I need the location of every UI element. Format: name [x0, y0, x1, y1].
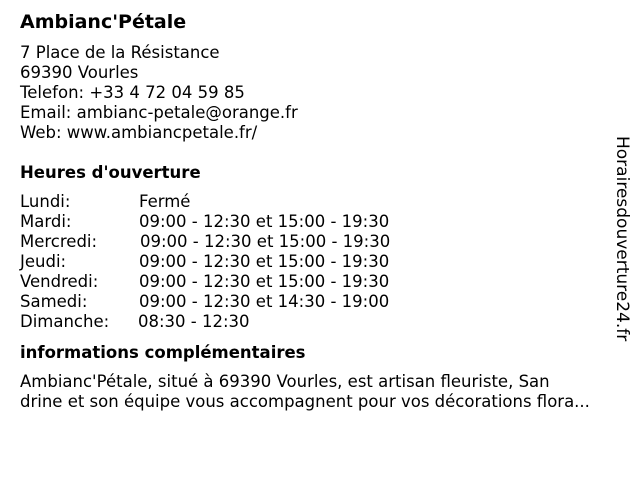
hours-time: 08:30 - 12:30	[138, 312, 250, 331]
hours-day: Mercredi:	[20, 232, 98, 251]
hours-day: Samedi:	[20, 292, 88, 311]
hours-row-tuesday	[20, 212, 610, 232]
business-name: Ambianc'Pétale	[20, 11, 187, 33]
hours-row-friday	[20, 272, 610, 292]
description-line: drine et son équipe vous accompagnent pour vos décorations flora...	[20, 392, 590, 411]
business-card	[20, 9, 610, 412]
hours-row-sunday	[20, 312, 610, 332]
additional-info-text	[20, 372, 610, 412]
address-street: 7 Place de la Résistance	[20, 43, 220, 62]
hours-time: 09:00 - 12:30 et 14:30 - 19:00	[139, 292, 390, 311]
hours-row-saturday	[20, 292, 610, 312]
hours-time: 09:00 - 12:30 et 15:00 - 19:30	[140, 232, 391, 251]
hours-day: Dimanche:	[20, 312, 110, 331]
email-line: Email: ambianc-petale@orange.fr	[20, 103, 298, 122]
additional-info-heading: informations complémentaires	[20, 343, 306, 362]
site-watermark: Horairesdouverture24.fr	[612, 136, 632, 342]
hours-day: Mardi:	[20, 212, 72, 231]
hours-row-monday	[20, 192, 610, 212]
address-block	[20, 43, 610, 143]
phone-line: Telefon: +33 4 72 04 59 85	[20, 83, 245, 102]
hours-time: 09:00 - 12:30 et 15:00 - 19:30	[139, 272, 390, 291]
hours-day: Vendredi:	[20, 272, 99, 291]
address-city: 69390 Vourles	[20, 63, 139, 82]
hours-time: Fermé	[139, 192, 191, 211]
opening-hours-heading: Heures d'ouverture	[20, 163, 201, 182]
hours-time: 09:00 - 12:30 et 15:00 - 19:30	[139, 212, 390, 231]
opening-hours-table	[20, 192, 610, 332]
hours-row-thursday	[20, 252, 610, 272]
hours-row-wednesday	[20, 232, 610, 252]
description-line: Ambianc'Pétale, situé à 69390 Vourles, est artisan fleuriste, San	[20, 372, 550, 391]
hours-time: 09:00 - 12:30 et 15:00 - 19:30	[139, 252, 390, 271]
web-line: Web: www.ambiancpetale.fr/	[20, 123, 258, 142]
hours-day: Lundi:	[20, 192, 71, 211]
hours-day: Jeudi:	[20, 252, 67, 271]
